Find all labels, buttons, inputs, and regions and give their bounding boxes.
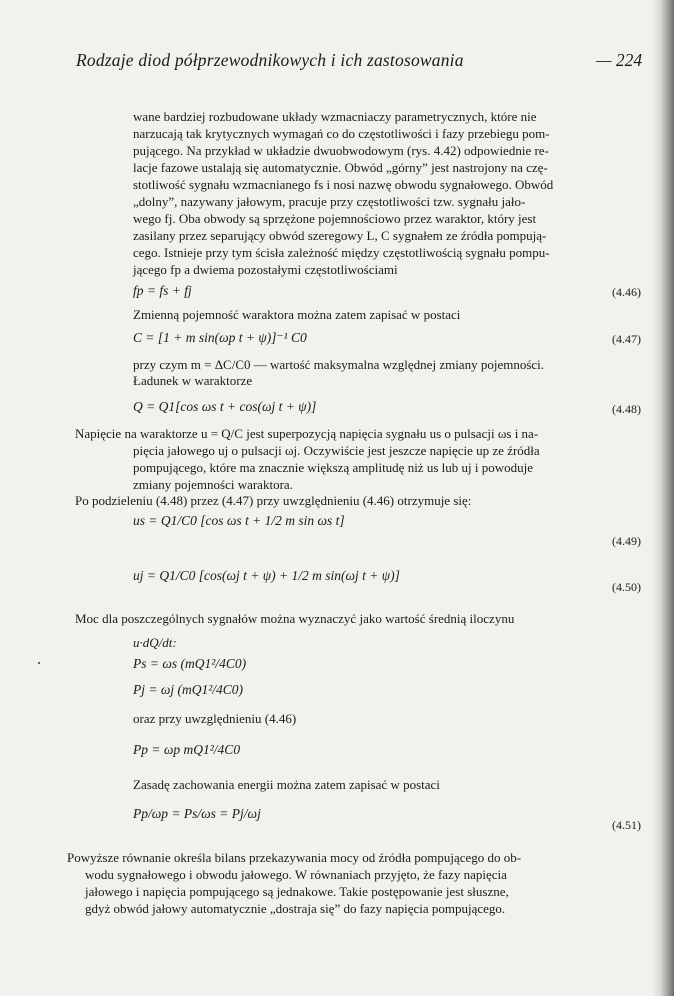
text-line: „dolny”, nazywany jałowym, pracuje przy częstotliwości tzw. sygnału jało- [133,194,526,209]
text-line: lacje fazowe ustalają się automatycznie. Obwód „górny” jest nastrojony na czę- [133,160,548,175]
equation-4-51: Pp/ωp = Ps/ωs = Pj/ωj [133,806,261,821]
text-line: Zmienną pojemność waraktora można zatem zapisać w postaci [133,307,461,322]
text-line: pującego. Na przykład w układzie dwuobwodowym (rys. 4.42) odpowiednie re- [133,143,549,158]
equation-number: (4.50) [612,580,641,594]
equation-number: (4.48) [612,402,641,416]
equation-pj: Pj = ωj (mQ1²/4C0) [133,682,244,697]
equation-4-47: C = [1 + m sin(ωp t + ψ)]⁻¹ C0 [133,330,307,345]
text-line: jącego fp a dwiema pozostałymi częstotliwościami [133,262,398,277]
paragraph-3 [67,849,655,917]
equation-4-49: us = Q1/C0 [cos ωs t + 1/2 m sin ωs t] [133,513,345,528]
text-line: pompującego, które ma znacznie większą amplitudę niż us lub uj i powoduje [133,460,533,475]
text-line: Powyższe równanie określa bilans przekazywania mocy od źródła pompującego do ob- [67,850,522,865]
text-line: wego fj. Oba obwody są sprzężone pojemnościowo przez waraktor, który jest [133,211,537,226]
text-line: stotliwość sygnału wzmacnianego fs i nosi nazwę obwodu sygnałowego. Obwód [133,177,554,192]
text-line: Moc dla poszczególnych sygnałów można wyznaczyć jako wartość średnią iloczynu [75,611,515,626]
paragraph-1 [133,108,653,278]
page-edge-shadow [652,0,674,996]
text-line: jałowego i napięcia pompującego są jednakowe. Takie postępowanie jest słuszne, [85,884,509,899]
text-line: wodu sygnałowego i obwodu jałowego. W równaniach przyjęto, że fazy napięcia [85,867,507,882]
equation-number: (4.46) [612,285,641,299]
text-line: Po podzieleniu (4.48) przez (4.47) przy uwzględnieniu (4.46) otrzymuje się: [75,493,472,508]
text-line: pięcia jałowego uj o pulsacji ωj. Oczywiście jest jeszcze napięcie up ze źródła [133,443,540,458]
text-line: oraz przy uwzględnieniu (4.46) [133,711,297,726]
equation-pp: Pp = ωp mQ1²/4C0 [133,742,241,757]
text-line: przy czym m = ΔC/C0 — wartość maksymalna względnej zmiany pojemności. [133,357,545,372]
text-line: wane bardziej rozbudowane układy wzmacniaczy parametrycznych, które nie [133,109,537,124]
text-line: gdyż obwód jałowy automatycznie „dostraja się” do fazy napięcia pompującego. [85,901,506,916]
running-header: Rodzaje diod półprzewodnikowych i ich zastosowania [76,50,464,70]
equation-4-50: uj = Q1/C0 [cos(ωj t + ψ) + 1/2 m sin(ωj t + ψ)] [133,568,400,583]
text-line: Ładunek w waraktorze [133,373,253,388]
scan-speck [38,662,40,664]
text-line: Zasadę zachowania energii można zatem zapisać w postaci [133,777,440,792]
text-line: narzucają tak krytycznych wymagań co do częstotliwości i fazy przebiegu pom- [133,126,550,141]
equation-number: (4.49) [612,534,641,548]
text-line: cego. Istnieje przy tym ścisła zależność między częstotliwością sygnału pompu- [133,245,550,260]
text-line: zasilany przez separujący obwód szeregowy L, C sygnałem ze źródła pompują- [133,228,547,243]
equation-4-48: Q = Q1[cos ωs t + cos(ωj t + ψ)] [133,399,317,414]
equation-number: (4.47) [612,332,641,346]
text-line: zmiany pojemności waraktora. [133,477,293,492]
equation-number: (4.51) [612,818,641,832]
text-line: Napięcie na waraktorze u = Q/C jest superpozycją napięcia sygnału us o pulsacji ωs i na- [75,426,539,441]
equation-4-46: fp = fs + fj [133,283,192,298]
equation-ps: Ps = ωs (mQ1²/4C0) [133,656,247,671]
page-number: — 224 [596,50,643,70]
paragraph-2 [75,425,655,493]
text-line: u·dQ/dt: [133,635,177,650]
